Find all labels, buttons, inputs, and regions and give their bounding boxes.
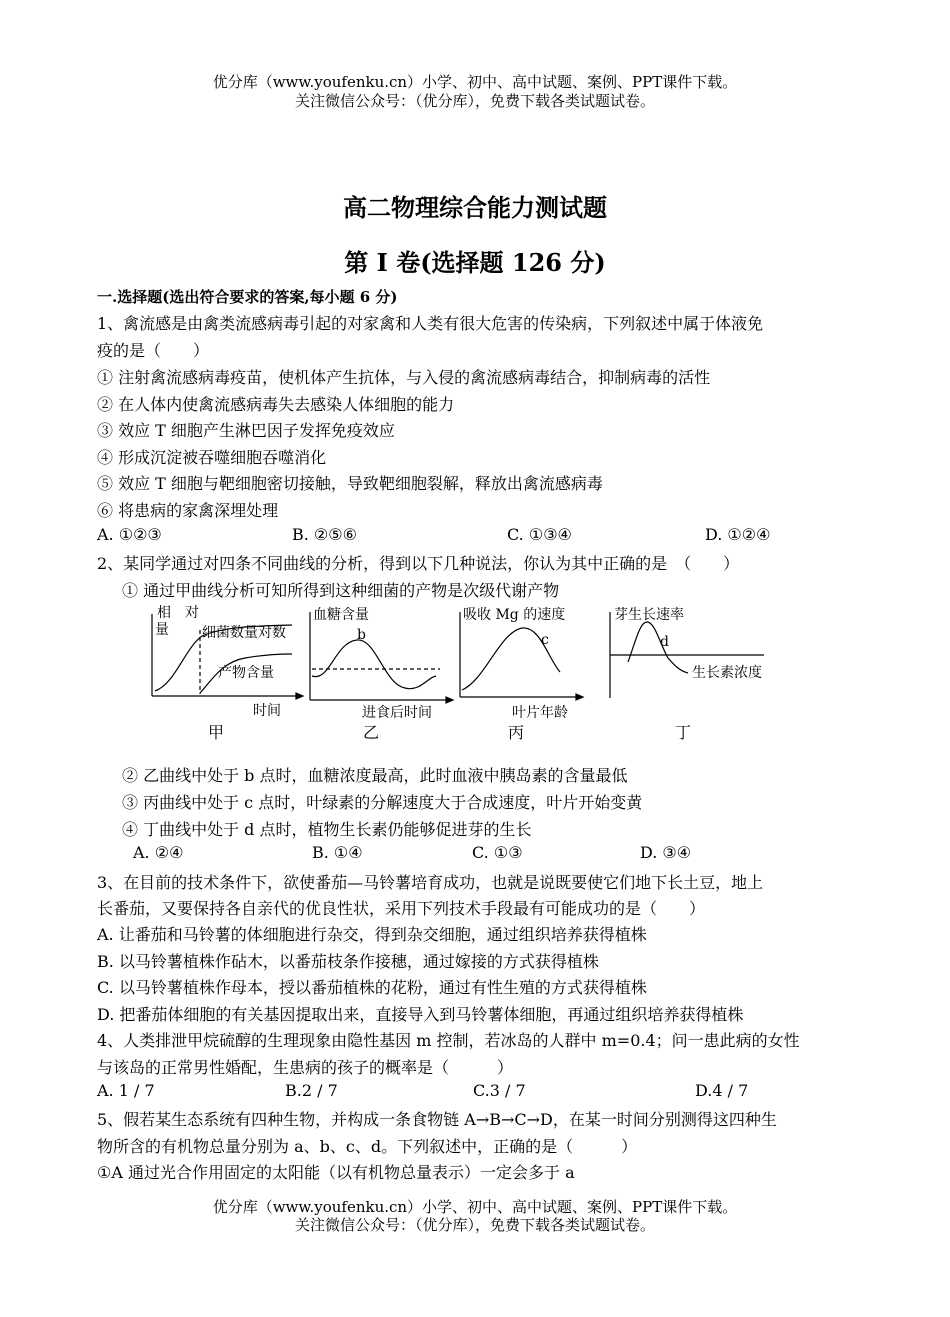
- q2-item-1: ① 通过甲曲线分析可知所得到这种细菌的产物是次级代谢产物: [122, 581, 560, 600]
- q3-option-d: D. 把番茄体细胞的有关基因提取出来，直接导入到马铃薯体细胞，再通过组织培养获得植株: [97, 1005, 744, 1024]
- q4-option-c: C.3 / 7: [473, 1081, 526, 1100]
- q4-stem-1: 4、人类排泄甲烷硫醇的生理现象由隐性基因 m 控制，若冰岛的人群中 m=0.4；问一患此病的女性: [97, 1031, 800, 1050]
- footer-line-2: 关注微信公众号：（优分库），免费下载各类试题试卷。: [294, 1216, 655, 1234]
- jia-curve-1-label: 细菌数量对数: [202, 625, 286, 641]
- q2-item-2: ② 乙曲线中处于 b 点时，血糖浓度最高，此时血液中胰岛素的含量最低: [122, 766, 628, 785]
- page-title: 高二物理综合能力测试题: [343, 193, 607, 222]
- q3-option-a: A. 让番茄和马铃薯的体细胞进行杂交，得到杂交细胞，通过组织培养获得植株: [97, 925, 647, 944]
- q2-item-4: ④ 丁曲线中处于 d 点时，植物生长素仍能够促进芽的生长: [122, 820, 532, 839]
- q3-stem-2: 长番茄，又要保持各自亲代的优良性状，采用下列技术手段最有可能成功的是（ ）: [97, 899, 706, 918]
- q1-stem-1: 1、禽流感是由禽类流感病毒引起的对家禽和人类有很大危害的传染病，下列叙述中属于体液免: [97, 314, 764, 333]
- q3-option-b: B. 以马铃薯植株作砧木，以番茄枝条作接穗，通过嫁接的方式获得植株: [97, 952, 599, 971]
- jia-ylabel-1: 相 对: [157, 605, 199, 621]
- q1-option-c: C. ①③④: [507, 525, 572, 544]
- ding-point-d: d: [660, 634, 669, 650]
- q3-option-c: C. 以马铃薯植株作母本，授以番茄植株的花粉，通过有性生殖的方式获得植株: [97, 978, 647, 997]
- q4-option-d: D.4 / 7: [695, 1081, 749, 1100]
- ding-xlabel: 生长素浓度: [692, 665, 762, 681]
- bing-name: 丙: [508, 723, 525, 742]
- q5-stem-2: 物所含的有机物总量分别为 a、b、c、d。下列叙述中，正确的是（ ）: [97, 1137, 638, 1156]
- q5-item-1: ①A 通过光合作用固定的太阳能（以有机物总量表示）一定会多于 a: [97, 1163, 575, 1182]
- q2-option-b: B. ①④: [312, 843, 363, 862]
- q1-option-d: D. ①②④: [705, 525, 771, 544]
- graph-ding: [610, 606, 764, 742]
- jia-ylabel-2: 量: [155, 622, 169, 638]
- ding-ylabel: 芽生长速率: [614, 607, 684, 623]
- q1-item-1: ① 注射禽流感病毒疫苗，使机体产生抗体，与入侵的禽流感病毒结合，抑制病毒的活性: [97, 368, 711, 387]
- bing-ylabel: 吸收 Mg 的速度: [463, 607, 566, 623]
- yi-name: 乙: [363, 723, 380, 742]
- q1-option-b: B. ②⑤⑥: [292, 525, 357, 544]
- graph-bing: [460, 606, 583, 742]
- q4-option-b: B.2 / 7: [285, 1081, 338, 1100]
- q1-item-6: ⑥ 将患病的家禽深埋处理: [97, 501, 279, 520]
- q2-stem: 2、某同学通过对四条不同曲线的分析，得到以下几种说法，你认为其中正确的是 （ ）: [97, 554, 740, 573]
- jia-name: 甲: [208, 723, 225, 742]
- graph-yi: [310, 606, 453, 742]
- q4-option-a: A. 1 / 7: [97, 1081, 155, 1100]
- yi-ylabel: 血糖含量: [313, 607, 369, 623]
- graph-jia: [152, 604, 303, 742]
- q1-item-5: ⑤ 效应 T 细胞与靶细胞密切接触，导致靶细胞裂解，释放出禽流感病毒: [97, 474, 603, 493]
- q1-item-2: ② 在人体内使禽流感病毒失去感染人体细胞的能力: [97, 395, 455, 414]
- bing-xlabel: 叶片年龄: [512, 705, 568, 721]
- bing-point-c: c: [541, 632, 549, 648]
- q2-option-c: C. ①③: [472, 843, 523, 862]
- q1-option-a: A. ①②③: [97, 525, 162, 544]
- header-line-1: 优分库（www.youfenku.cn）小学、初中、高中试题、案例、PPT课件下载。: [212, 73, 738, 91]
- jia-curve-2-label: 产物含量: [218, 665, 274, 681]
- yi-point-b: b: [357, 627, 366, 643]
- jia-xlabel: 时间: [253, 703, 281, 719]
- ding-name: 丁: [675, 723, 692, 742]
- section-heading: 一.选择题(选出符合要求的答案,每小题 6 分): [97, 288, 398, 306]
- q1-item-3: ③ 效应 T 细胞产生淋巴因子发挥免疫效应: [97, 421, 395, 440]
- yi-xlabel: 进食后时间: [362, 705, 432, 721]
- q2-item-3: ③ 丙曲线中处于 c 点时，叶绿素的分解速度大于合成速度，叶片开始变黄: [122, 793, 643, 812]
- q4-stem-2: 与该岛的正常男性婚配，生患病的孩子的概率是（ ）: [97, 1058, 514, 1077]
- header-line-2: 关注微信公众号：（优分库），免费下载各类试题试卷。: [294, 92, 655, 110]
- footer-line-1: 优分库（www.youfenku.cn）小学、初中、高中试题、案例、PPT课件下载。: [212, 1198, 738, 1216]
- q2-option-a: A. ②④: [133, 843, 184, 862]
- q2-graphs: [0, 600, 950, 750]
- q5-stem-1: 5、假若某生态系统有四种生物，并构成一条食物链 A→B→C→D，在某一时间分别测得这四种生: [97, 1110, 777, 1129]
- q2-option-d: D. ③④: [640, 843, 692, 862]
- page-subtitle: 第 I 卷(选择题 126 分): [344, 248, 606, 277]
- q3-stem-1: 3、在目前的技术条件下，欲使番茄—马铃薯培育成功，也就是说既要使它们地下长土豆，地上: [97, 873, 764, 892]
- q1-item-4: ④ 形成沉淀被吞噬细胞吞噬消化: [97, 448, 327, 467]
- q1-stem-2: 疫的是（ ）: [97, 341, 210, 360]
